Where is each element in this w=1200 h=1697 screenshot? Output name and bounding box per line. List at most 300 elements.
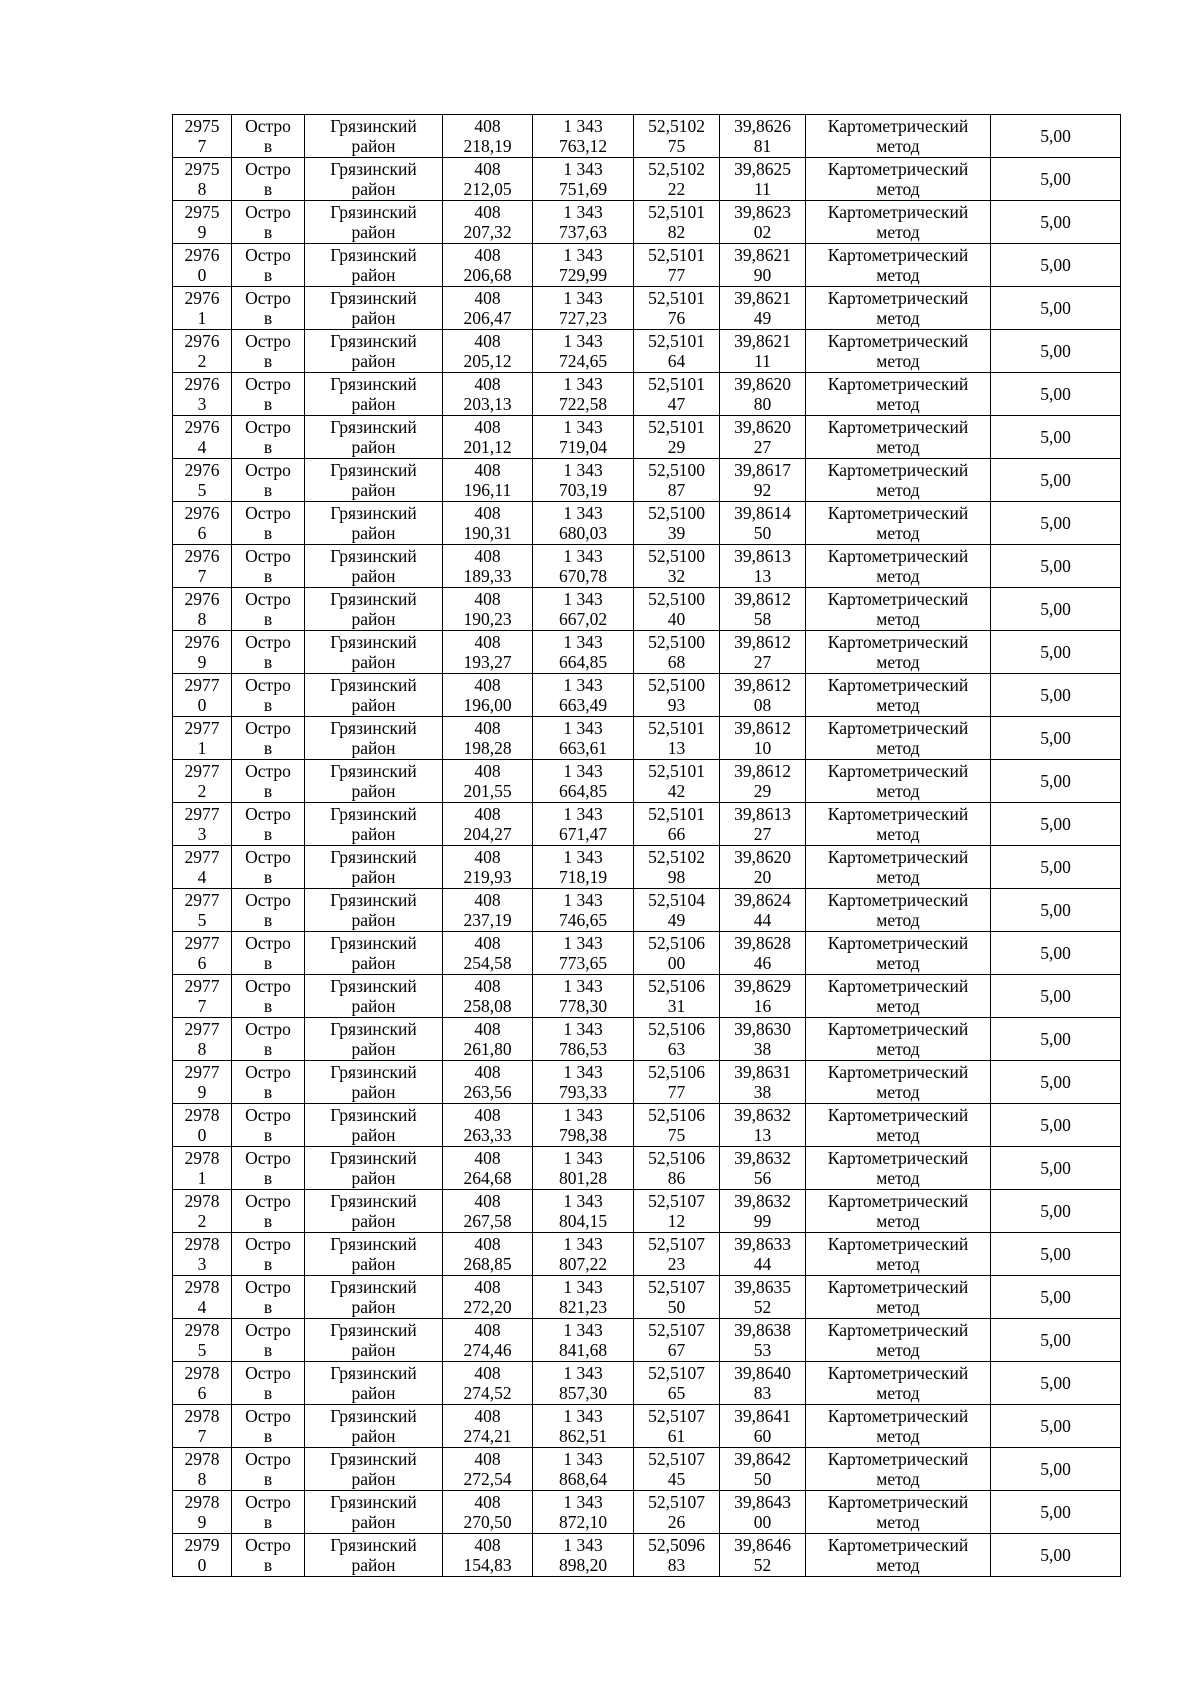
coordinates-table [172, 114, 1121, 1577]
point-number-cell: 2978 8 [173, 1448, 232, 1491]
point-number-cell: 2976 6 [173, 502, 232, 545]
accuracy-cell: 5,00 [991, 244, 1121, 287]
x-coordinate-cell: 408 254,58 [443, 932, 533, 975]
method-cell: Картометрический метод [806, 1534, 991, 1577]
point-number-cell: 2976 7 [173, 545, 232, 588]
longitude-cell: 39,8624 44 [720, 889, 806, 932]
method-cell: Картометрический метод [806, 760, 991, 803]
method-cell: Картометрический метод [806, 1018, 991, 1061]
object-name-cell: Остро в [232, 1405, 305, 1448]
accuracy-cell: 5,00 [991, 373, 1121, 416]
accuracy-cell: 5,00 [991, 588, 1121, 631]
object-name-cell: Остро в [232, 588, 305, 631]
district-cell: Грязинский район [305, 201, 443, 244]
longitude-cell: 39,8626 81 [720, 115, 806, 158]
district-cell: Грязинский район [305, 502, 443, 545]
longitude-cell: 39,8630 38 [720, 1018, 806, 1061]
table-row [173, 1491, 1121, 1534]
district-cell: Грязинский район [305, 674, 443, 717]
district-cell: Грязинский район [305, 1104, 443, 1147]
x-coordinate-cell: 408 204,27 [443, 803, 533, 846]
accuracy-cell: 5,00 [991, 1362, 1121, 1405]
method-cell: Картометрический метод [806, 1104, 991, 1147]
method-cell: Картометрический метод [806, 803, 991, 846]
latitude-cell: 52,5100 93 [634, 674, 720, 717]
object-name-cell: Остро в [232, 1534, 305, 1577]
table-body [173, 115, 1121, 1577]
district-cell: Грязинский район [305, 330, 443, 373]
longitude-cell: 39,8643 00 [720, 1491, 806, 1534]
y-coordinate-cell: 1 343 807,22 [533, 1233, 634, 1276]
y-coordinate-cell: 1 343 804,15 [533, 1190, 634, 1233]
accuracy-cell: 5,00 [991, 416, 1121, 459]
method-cell: Картометрический метод [806, 502, 991, 545]
x-coordinate-cell: 408 270,50 [443, 1491, 533, 1534]
y-coordinate-cell: 1 343 737,63 [533, 201, 634, 244]
accuracy-cell: 5,00 [991, 631, 1121, 674]
point-number-cell: 2978 7 [173, 1405, 232, 1448]
point-number-cell: 2977 3 [173, 803, 232, 846]
accuracy-cell: 5,00 [991, 760, 1121, 803]
district-cell: Грязинский район [305, 1448, 443, 1491]
point-number-cell: 2978 2 [173, 1190, 232, 1233]
accuracy-cell: 5,00 [991, 846, 1121, 889]
object-name-cell: Остро в [232, 201, 305, 244]
object-name-cell: Остро в [232, 1104, 305, 1147]
method-cell: Картометрический метод [806, 717, 991, 760]
longitude-cell: 39,8617 92 [720, 459, 806, 502]
x-coordinate-cell: 408 196,00 [443, 674, 533, 717]
y-coordinate-cell: 1 343 671,47 [533, 803, 634, 846]
longitude-cell: 39,8620 27 [720, 416, 806, 459]
y-coordinate-cell: 1 343 872,10 [533, 1491, 634, 1534]
point-number-cell: 2978 0 [173, 1104, 232, 1147]
x-coordinate-cell: 408 189,33 [443, 545, 533, 588]
method-cell: Картометрический метод [806, 1190, 991, 1233]
longitude-cell: 39,8632 99 [720, 1190, 806, 1233]
method-cell: Картометрический метод [806, 932, 991, 975]
district-cell: Грязинский район [305, 416, 443, 459]
table-row [173, 631, 1121, 674]
longitude-cell: 39,8632 56 [720, 1147, 806, 1190]
accuracy-cell: 5,00 [991, 1534, 1121, 1577]
district-cell: Грязинский район [305, 846, 443, 889]
x-coordinate-cell: 408 218,19 [443, 115, 533, 158]
object-name-cell: Остро в [232, 1491, 305, 1534]
table-row [173, 1276, 1121, 1319]
object-name-cell: Остро в [232, 502, 305, 545]
table-row [173, 1362, 1121, 1405]
latitude-cell: 52,5100 68 [634, 631, 720, 674]
y-coordinate-cell: 1 343 841,68 [533, 1319, 634, 1362]
latitude-cell: 52,5101 47 [634, 373, 720, 416]
table-row [173, 1147, 1121, 1190]
table-row [173, 244, 1121, 287]
latitude-cell: 52,5106 31 [634, 975, 720, 1018]
latitude-cell: 52,5100 87 [634, 459, 720, 502]
x-coordinate-cell: 408 207,32 [443, 201, 533, 244]
object-name-cell: Остро в [232, 1319, 305, 1362]
district-cell: Грязинский район [305, 244, 443, 287]
accuracy-cell: 5,00 [991, 545, 1121, 588]
longitude-cell: 39,8631 38 [720, 1061, 806, 1104]
longitude-cell: 39,8612 27 [720, 631, 806, 674]
district-cell: Грязинский район [305, 1491, 443, 1534]
accuracy-cell: 5,00 [991, 975, 1121, 1018]
y-coordinate-cell: 1 343 821,23 [533, 1276, 634, 1319]
y-coordinate-cell: 1 343 868,64 [533, 1448, 634, 1491]
method-cell: Картометрический метод [806, 115, 991, 158]
point-number-cell: 2976 4 [173, 416, 232, 459]
y-coordinate-cell: 1 343 773,65 [533, 932, 634, 975]
object-name-cell: Остро в [232, 330, 305, 373]
object-name-cell: Остро в [232, 545, 305, 588]
latitude-cell: 52,5107 61 [634, 1405, 720, 1448]
latitude-cell: 52,5106 63 [634, 1018, 720, 1061]
x-coordinate-cell: 408 154,83 [443, 1534, 533, 1577]
y-coordinate-cell: 1 343 663,61 [533, 717, 634, 760]
x-coordinate-cell: 408 212,05 [443, 158, 533, 201]
latitude-cell: 52,5107 12 [634, 1190, 720, 1233]
method-cell: Картометрический метод [806, 244, 991, 287]
district-cell: Грязинский район [305, 1534, 443, 1577]
method-cell: Картометрический метод [806, 1233, 991, 1276]
accuracy-cell: 5,00 [991, 1491, 1121, 1534]
object-name-cell: Остро в [232, 674, 305, 717]
y-coordinate-cell: 1 343 746,65 [533, 889, 634, 932]
table-row [173, 201, 1121, 244]
district-cell: Грязинский район [305, 158, 443, 201]
table-row [173, 287, 1121, 330]
point-number-cell: 2978 9 [173, 1491, 232, 1534]
table-row [173, 416, 1121, 459]
district-cell: Грязинский район [305, 459, 443, 502]
y-coordinate-cell: 1 343 667,02 [533, 588, 634, 631]
longitude-cell: 39,8625 11 [720, 158, 806, 201]
district-cell: Грязинский район [305, 545, 443, 588]
table-row [173, 760, 1121, 803]
district-cell: Грязинский район [305, 889, 443, 932]
point-number-cell: 2977 7 [173, 975, 232, 1018]
latitude-cell: 52,5100 40 [634, 588, 720, 631]
accuracy-cell: 5,00 [991, 1147, 1121, 1190]
y-coordinate-cell: 1 343 703,19 [533, 459, 634, 502]
y-coordinate-cell: 1 343 722,58 [533, 373, 634, 416]
y-coordinate-cell: 1 343 664,85 [533, 631, 634, 674]
latitude-cell: 52,5101 66 [634, 803, 720, 846]
district-cell: Грязинский район [305, 760, 443, 803]
point-number-cell: 2977 2 [173, 760, 232, 803]
point-number-cell: 2978 4 [173, 1276, 232, 1319]
x-coordinate-cell: 408 261,80 [443, 1018, 533, 1061]
point-number-cell: 2978 5 [173, 1319, 232, 1362]
object-name-cell: Остро в [232, 1190, 305, 1233]
object-name-cell: Остро в [232, 416, 305, 459]
y-coordinate-cell: 1 343 778,30 [533, 975, 634, 1018]
object-name-cell: Остро в [232, 115, 305, 158]
x-coordinate-cell: 408 263,33 [443, 1104, 533, 1147]
point-number-cell: 2978 1 [173, 1147, 232, 1190]
district-cell: Грязинский район [305, 1319, 443, 1362]
point-number-cell: 2975 9 [173, 201, 232, 244]
object-name-cell: Остро в [232, 631, 305, 674]
y-coordinate-cell: 1 343 793,33 [533, 1061, 634, 1104]
object-name-cell: Остро в [232, 1276, 305, 1319]
latitude-cell: 52,5100 32 [634, 545, 720, 588]
method-cell: Картометрический метод [806, 846, 991, 889]
longitude-cell: 39,8629 16 [720, 975, 806, 1018]
point-number-cell: 2976 9 [173, 631, 232, 674]
object-name-cell: Остро в [232, 803, 305, 846]
accuracy-cell: 5,00 [991, 502, 1121, 545]
latitude-cell: 52,5101 64 [634, 330, 720, 373]
x-coordinate-cell: 408 198,28 [443, 717, 533, 760]
table-row [173, 932, 1121, 975]
table-row [173, 502, 1121, 545]
y-coordinate-cell: 1 343 718,19 [533, 846, 634, 889]
object-name-cell: Остро в [232, 1018, 305, 1061]
district-cell: Грязинский район [305, 1233, 443, 1276]
x-coordinate-cell: 408 237,19 [443, 889, 533, 932]
latitude-cell: 52,5104 49 [634, 889, 720, 932]
object-name-cell: Остро в [232, 1362, 305, 1405]
x-coordinate-cell: 408 274,52 [443, 1362, 533, 1405]
y-coordinate-cell: 1 343 763,12 [533, 115, 634, 158]
latitude-cell: 52,5101 82 [634, 201, 720, 244]
table-row [173, 115, 1121, 158]
method-cell: Картометрический метод [806, 416, 991, 459]
x-coordinate-cell: 408 201,12 [443, 416, 533, 459]
x-coordinate-cell: 408 274,21 [443, 1405, 533, 1448]
accuracy-cell: 5,00 [991, 1405, 1121, 1448]
district-cell: Грязинский район [305, 803, 443, 846]
object-name-cell: Остро в [232, 373, 305, 416]
object-name-cell: Остро в [232, 287, 305, 330]
y-coordinate-cell: 1 343 862,51 [533, 1405, 634, 1448]
x-coordinate-cell: 408 258,08 [443, 975, 533, 1018]
object-name-cell: Остро в [232, 1448, 305, 1491]
district-cell: Грязинский район [305, 631, 443, 674]
point-number-cell: 2976 8 [173, 588, 232, 631]
accuracy-cell: 5,00 [991, 717, 1121, 760]
table-row [173, 1190, 1121, 1233]
accuracy-cell: 5,00 [991, 115, 1121, 158]
district-cell: Грязинский район [305, 932, 443, 975]
point-number-cell: 2976 3 [173, 373, 232, 416]
x-coordinate-cell: 408 268,85 [443, 1233, 533, 1276]
y-coordinate-cell: 1 343 663,49 [533, 674, 634, 717]
x-coordinate-cell: 408 190,23 [443, 588, 533, 631]
method-cell: Картометрический метод [806, 201, 991, 244]
point-number-cell: 2976 2 [173, 330, 232, 373]
y-coordinate-cell: 1 343 670,78 [533, 545, 634, 588]
object-name-cell: Остро в [232, 158, 305, 201]
latitude-cell: 52,5107 45 [634, 1448, 720, 1491]
longitude-cell: 39,8613 27 [720, 803, 806, 846]
method-cell: Картометрический метод [806, 1147, 991, 1190]
district-cell: Грязинский район [305, 1061, 443, 1104]
object-name-cell: Остро в [232, 1061, 305, 1104]
latitude-cell: 52,5107 65 [634, 1362, 720, 1405]
table-row [173, 1405, 1121, 1448]
method-cell: Картометрический метод [806, 588, 991, 631]
method-cell: Картометрический метод [806, 975, 991, 1018]
point-number-cell: 2977 5 [173, 889, 232, 932]
table-row [173, 889, 1121, 932]
x-coordinate-cell: 408 193,27 [443, 631, 533, 674]
method-cell: Картометрический метод [806, 1276, 991, 1319]
latitude-cell: 52,5102 98 [634, 846, 720, 889]
district-cell: Грязинский район [305, 1147, 443, 1190]
longitude-cell: 39,8623 02 [720, 201, 806, 244]
y-coordinate-cell: 1 343 786,53 [533, 1018, 634, 1061]
table-row [173, 1448, 1121, 1491]
point-number-cell: 2975 8 [173, 158, 232, 201]
latitude-cell: 52,5106 77 [634, 1061, 720, 1104]
accuracy-cell: 5,00 [991, 1319, 1121, 1362]
x-coordinate-cell: 408 219,93 [443, 846, 533, 889]
method-cell: Картометрический метод [806, 545, 991, 588]
point-number-cell: 2978 3 [173, 1233, 232, 1276]
latitude-cell: 52,5107 26 [634, 1491, 720, 1534]
latitude-cell: 52,5101 77 [634, 244, 720, 287]
x-coordinate-cell: 408 201,55 [443, 760, 533, 803]
table-row [173, 846, 1121, 889]
method-cell: Картометрический метод [806, 287, 991, 330]
x-coordinate-cell: 408 206,68 [443, 244, 533, 287]
latitude-cell: 52,5106 75 [634, 1104, 720, 1147]
table-row [173, 975, 1121, 1018]
longitude-cell: 39,8612 58 [720, 588, 806, 631]
longitude-cell: 39,8612 10 [720, 717, 806, 760]
y-coordinate-cell: 1 343 719,04 [533, 416, 634, 459]
table-row [173, 1104, 1121, 1147]
accuracy-cell: 5,00 [991, 803, 1121, 846]
accuracy-cell: 5,00 [991, 1018, 1121, 1061]
point-number-cell: 2977 4 [173, 846, 232, 889]
table-row [173, 1233, 1121, 1276]
object-name-cell: Остро в [232, 1147, 305, 1190]
point-number-cell: 2979 0 [173, 1534, 232, 1577]
accuracy-cell: 5,00 [991, 1276, 1121, 1319]
method-cell: Картометрический метод [806, 631, 991, 674]
district-cell: Грязинский район [305, 1405, 443, 1448]
y-coordinate-cell: 1 343 680,03 [533, 502, 634, 545]
x-coordinate-cell: 408 267,58 [443, 1190, 533, 1233]
accuracy-cell: 5,00 [991, 1233, 1121, 1276]
district-cell: Грязинский район [305, 717, 443, 760]
longitude-cell: 39,8614 50 [720, 502, 806, 545]
district-cell: Грязинский район [305, 975, 443, 1018]
latitude-cell: 52,5096 83 [634, 1534, 720, 1577]
table-row [173, 1319, 1121, 1362]
accuracy-cell: 5,00 [991, 459, 1121, 502]
table-row [173, 1534, 1121, 1577]
district-cell: Грязинский район [305, 1190, 443, 1233]
accuracy-cell: 5,00 [991, 1448, 1121, 1491]
y-coordinate-cell: 1 343 801,28 [533, 1147, 634, 1190]
point-number-cell: 2976 1 [173, 287, 232, 330]
method-cell: Картометрический метод [806, 674, 991, 717]
longitude-cell: 39,8621 90 [720, 244, 806, 287]
accuracy-cell: 5,00 [991, 1061, 1121, 1104]
table-row [173, 1018, 1121, 1061]
latitude-cell: 52,5107 23 [634, 1233, 720, 1276]
longitude-cell: 39,8632 13 [720, 1104, 806, 1147]
point-number-cell: 2977 1 [173, 717, 232, 760]
district-cell: Грязинский район [305, 115, 443, 158]
y-coordinate-cell: 1 343 857,30 [533, 1362, 634, 1405]
method-cell: Картометрический метод [806, 1448, 991, 1491]
longitude-cell: 39,8612 08 [720, 674, 806, 717]
table-row [173, 1061, 1121, 1104]
latitude-cell: 52,5106 86 [634, 1147, 720, 1190]
longitude-cell: 39,8620 80 [720, 373, 806, 416]
method-cell: Картометрический метод [806, 1319, 991, 1362]
latitude-cell: 52,5107 67 [634, 1319, 720, 1362]
object-name-cell: Остро в [232, 846, 305, 889]
latitude-cell: 52,5102 75 [634, 115, 720, 158]
x-coordinate-cell: 408 206,47 [443, 287, 533, 330]
table-row [173, 717, 1121, 760]
district-cell: Грязинский район [305, 1018, 443, 1061]
y-coordinate-cell: 1 343 724,65 [533, 330, 634, 373]
latitude-cell: 52,5101 42 [634, 760, 720, 803]
y-coordinate-cell: 1 343 729,99 [533, 244, 634, 287]
x-coordinate-cell: 408 203,13 [443, 373, 533, 416]
longitude-cell: 39,8641 60 [720, 1405, 806, 1448]
accuracy-cell: 5,00 [991, 1190, 1121, 1233]
accuracy-cell: 5,00 [991, 287, 1121, 330]
accuracy-cell: 5,00 [991, 932, 1121, 975]
longitude-cell: 39,8612 29 [720, 760, 806, 803]
latitude-cell: 52,5102 22 [634, 158, 720, 201]
longitude-cell: 39,8620 20 [720, 846, 806, 889]
method-cell: Картометрический метод [806, 330, 991, 373]
object-name-cell: Остро в [232, 932, 305, 975]
table-row [173, 459, 1121, 502]
x-coordinate-cell: 408 264,68 [443, 1147, 533, 1190]
table-row [173, 158, 1121, 201]
x-coordinate-cell: 408 274,46 [443, 1319, 533, 1362]
point-number-cell: 2975 7 [173, 115, 232, 158]
method-cell: Картометрический метод [806, 459, 991, 502]
object-name-cell: Остро в [232, 459, 305, 502]
longitude-cell: 39,8642 50 [720, 1448, 806, 1491]
table-row [173, 373, 1121, 416]
table-row [173, 803, 1121, 846]
method-cell: Картометрический метод [806, 1362, 991, 1405]
accuracy-cell: 5,00 [991, 158, 1121, 201]
longitude-cell: 39,8640 83 [720, 1362, 806, 1405]
point-number-cell: 2978 6 [173, 1362, 232, 1405]
point-number-cell: 2977 0 [173, 674, 232, 717]
table-row [173, 330, 1121, 373]
district-cell: Грязинский район [305, 588, 443, 631]
latitude-cell: 52,5101 13 [634, 717, 720, 760]
x-coordinate-cell: 408 272,20 [443, 1276, 533, 1319]
x-coordinate-cell: 408 196,11 [443, 459, 533, 502]
district-cell: Грязинский район [305, 1362, 443, 1405]
object-name-cell: Остро в [232, 244, 305, 287]
accuracy-cell: 5,00 [991, 889, 1121, 932]
point-number-cell: 2976 5 [173, 459, 232, 502]
method-cell: Картометрический метод [806, 1491, 991, 1534]
latitude-cell: 52,5106 00 [634, 932, 720, 975]
object-name-cell: Остро в [232, 760, 305, 803]
y-coordinate-cell: 1 343 727,23 [533, 287, 634, 330]
y-coordinate-cell: 1 343 664,85 [533, 760, 634, 803]
